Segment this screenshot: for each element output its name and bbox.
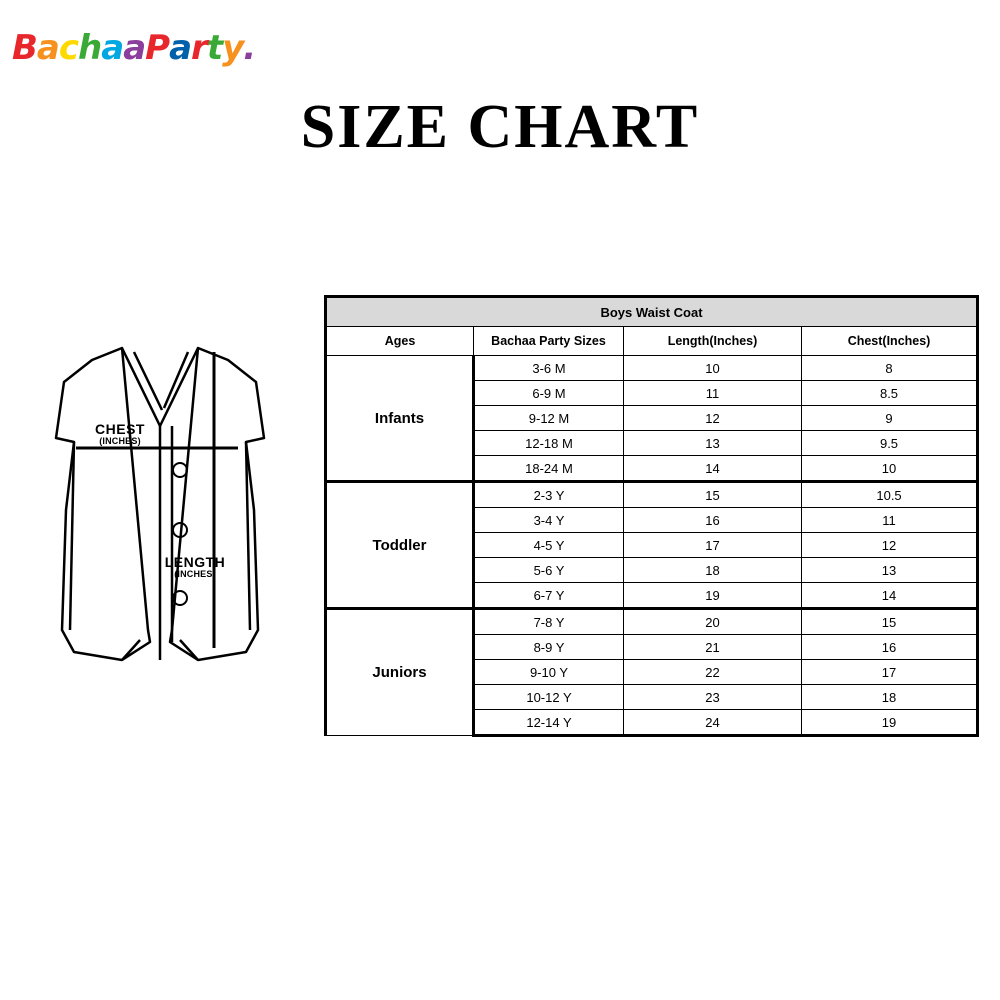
size-cell: 6-7 Y — [474, 583, 624, 609]
waistcoat-outline-icon — [30, 330, 320, 700]
logo-letter: y — [222, 28, 244, 68]
size-cell: 9-12 M — [474, 406, 624, 431]
logo-letter: c — [58, 28, 79, 68]
size-cell: 18-24 M — [474, 456, 624, 482]
size-cell: 5-6 Y — [474, 558, 624, 583]
length-cell: 15 — [624, 482, 802, 508]
logo-letter: a — [36, 28, 59, 68]
length-cell: 22 — [624, 660, 802, 685]
length-label-unit: (INCHES) — [174, 568, 216, 579]
logo-letter: r — [191, 28, 207, 68]
size-cell: 8-9 Y — [474, 635, 624, 660]
chest-cell: 9 — [802, 406, 978, 431]
length-cell: 20 — [624, 609, 802, 635]
chest-cell: 13 — [802, 558, 978, 583]
column-header: Chest(Inches) — [802, 327, 978, 356]
size-cell: 12-14 Y — [474, 710, 624, 736]
length-cell: 18 — [624, 558, 802, 583]
logo-letter: h — [78, 28, 102, 68]
chest-cell: 18 — [802, 685, 978, 710]
column-header: Length(Inches) — [624, 327, 802, 356]
table-row — [326, 609, 978, 635]
table-row — [326, 356, 978, 381]
table-row — [326, 482, 978, 508]
button-icon — [173, 463, 187, 477]
size-cell: 6-9 M — [474, 381, 624, 406]
size-cell: 7-8 Y — [474, 609, 624, 635]
page-title: SIZE CHART — [300, 93, 700, 161]
chest-cell: 8.5 — [802, 381, 978, 406]
chest-label-text: CHEST — [95, 421, 145, 437]
column-header: Bachaa Party Sizes — [474, 327, 624, 356]
waistcoat-diagram — [30, 330, 320, 700]
chest-cell: 14 — [802, 583, 978, 609]
size-cell: 2-3 Y — [474, 482, 624, 508]
chest-cell: 17 — [802, 660, 978, 685]
length-cell: 24 — [624, 710, 802, 736]
length-cell: 11 — [624, 381, 802, 406]
length-cell: 12 — [624, 406, 802, 431]
brand-logo-text — [12, 22, 256, 74]
chest-cell: 16 — [802, 635, 978, 660]
size-cell: 3-4 Y — [474, 508, 624, 533]
length-cell: 10 — [624, 356, 802, 381]
length-measure-label — [145, 555, 245, 579]
chest-measure-label — [75, 422, 165, 446]
chest-cell: 19 — [802, 710, 978, 736]
size-cell: 9-10 Y — [474, 660, 624, 685]
size-cell: 12-18 M — [474, 431, 624, 456]
length-cell: 23 — [624, 685, 802, 710]
length-label-text: LENGTH — [164, 554, 226, 570]
chest-cell: 10.5 — [802, 482, 978, 508]
length-cell: 16 — [624, 508, 802, 533]
chest-cell: 12 — [802, 533, 978, 558]
logo-letter: t — [206, 28, 223, 68]
table-caption: Boys Waist Coat — [326, 297, 978, 327]
chest-cell: 8 — [802, 356, 978, 381]
column-header: Ages — [326, 327, 474, 356]
logo-letter: . — [243, 28, 256, 68]
length-cell: 17 — [624, 533, 802, 558]
age-group-cell: Toddler — [326, 482, 474, 609]
age-group-cell: Infants — [326, 356, 474, 482]
size-chart-table — [324, 295, 979, 737]
chest-cell: 9.5 — [802, 431, 978, 456]
logo-letter: a — [169, 28, 192, 68]
size-cell: 4-5 Y — [474, 533, 624, 558]
logo-letter: a — [101, 28, 124, 68]
length-cell: 14 — [624, 456, 802, 482]
size-cell: 10-12 Y — [474, 685, 624, 710]
age-group-cell: Juniors — [326, 609, 474, 736]
length-cell: 19 — [624, 583, 802, 609]
brand-logo — [12, 22, 256, 74]
chest-cell: 10 — [802, 456, 978, 482]
logo-letter: a — [123, 28, 146, 68]
table-caption-row — [326, 297, 978, 327]
chest-cell: 15 — [802, 609, 978, 635]
logo-letter: P — [145, 28, 170, 68]
table-header-row — [326, 327, 978, 356]
logo-letter: B — [12, 28, 37, 68]
length-cell: 13 — [624, 431, 802, 456]
chest-label-unit: (INCHES) — [99, 435, 141, 446]
length-cell: 21 — [624, 635, 802, 660]
size-cell: 3-6 M — [474, 356, 624, 381]
chest-cell: 11 — [802, 508, 978, 533]
